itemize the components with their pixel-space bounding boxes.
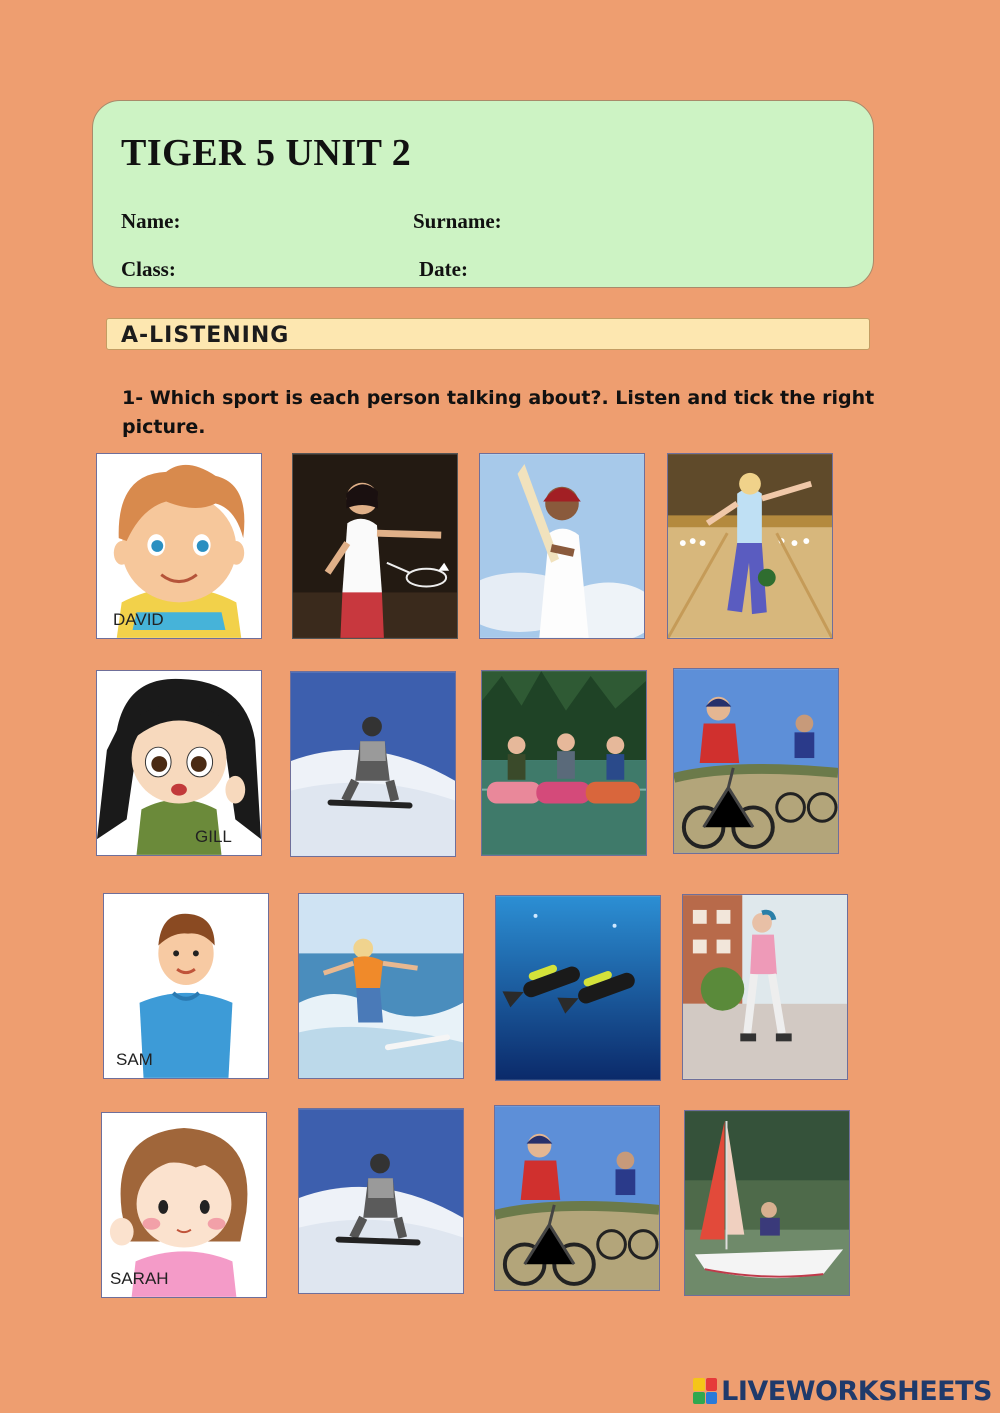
worksheet-header bbox=[92, 100, 874, 288]
person-name-sam: SAM bbox=[116, 1050, 153, 1069]
kayaking-photo-icon bbox=[482, 671, 646, 855]
diving-photo-icon bbox=[496, 896, 660, 1080]
class-label: Class: bbox=[121, 257, 176, 281]
logo-badge-icon bbox=[693, 1378, 717, 1404]
badminton-photo-icon bbox=[293, 454, 457, 638]
liveworksheets-logo bbox=[693, 1373, 992, 1409]
section-title: A-LISTENING bbox=[121, 323, 290, 348]
section-header bbox=[106, 318, 870, 350]
option-sailing-photo[interactable] bbox=[684, 1110, 850, 1296]
option-kayaking-photo[interactable] bbox=[481, 670, 647, 856]
logo-text: LIVEWORKSHEETS bbox=[721, 1375, 992, 1407]
person-name-sarah: SARAH bbox=[110, 1269, 169, 1288]
sailing-photo-icon bbox=[685, 1111, 849, 1295]
snowboarding-photo-icon bbox=[299, 1109, 463, 1293]
person-picture-gill bbox=[96, 670, 262, 856]
option-snowboarding-photo-2[interactable] bbox=[298, 1108, 464, 1294]
exercise-instruction: 1- Which sport is each person talking about?. Listen and tick the right picture. bbox=[122, 387, 875, 438]
person-picture-sam bbox=[103, 893, 269, 1079]
option-cycling-photo[interactable] bbox=[673, 668, 839, 854]
surfing-photo-icon bbox=[299, 894, 463, 1078]
person-picture-sarah bbox=[101, 1112, 267, 1298]
person-picture-david bbox=[96, 453, 262, 639]
date-label: Date: bbox=[419, 257, 468, 281]
worksheet-title: TIGER 5 UNIT 2 bbox=[121, 132, 412, 174]
option-rollerblading-photo[interactable] bbox=[682, 894, 848, 1080]
option-snowboarding-photo[interactable] bbox=[290, 671, 456, 857]
rollerblading-photo-icon bbox=[683, 895, 847, 1079]
option-diving-photo[interactable] bbox=[495, 895, 661, 1081]
name-label: Name: bbox=[121, 209, 181, 233]
cycling-photo-icon bbox=[674, 669, 838, 853]
girl-cartoon-icon bbox=[97, 671, 261, 855]
surname-label: Surname: bbox=[413, 209, 502, 233]
option-bowling-photo[interactable] bbox=[667, 453, 833, 639]
option-cricket-photo[interactable] bbox=[479, 453, 645, 639]
cycling-photo-icon bbox=[495, 1106, 659, 1290]
snowboarding-photo-icon bbox=[291, 672, 455, 856]
option-badminton-photo[interactable] bbox=[292, 453, 458, 639]
person-name-david: DAVID bbox=[113, 610, 164, 629]
person-name-gill: GILL bbox=[195, 827, 232, 846]
cricket-photo-icon bbox=[480, 454, 644, 638]
option-surfing-photo[interactable] bbox=[298, 893, 464, 1079]
option-cycling-photo-2[interactable] bbox=[494, 1105, 660, 1291]
bowling-photo-icon bbox=[668, 454, 832, 638]
